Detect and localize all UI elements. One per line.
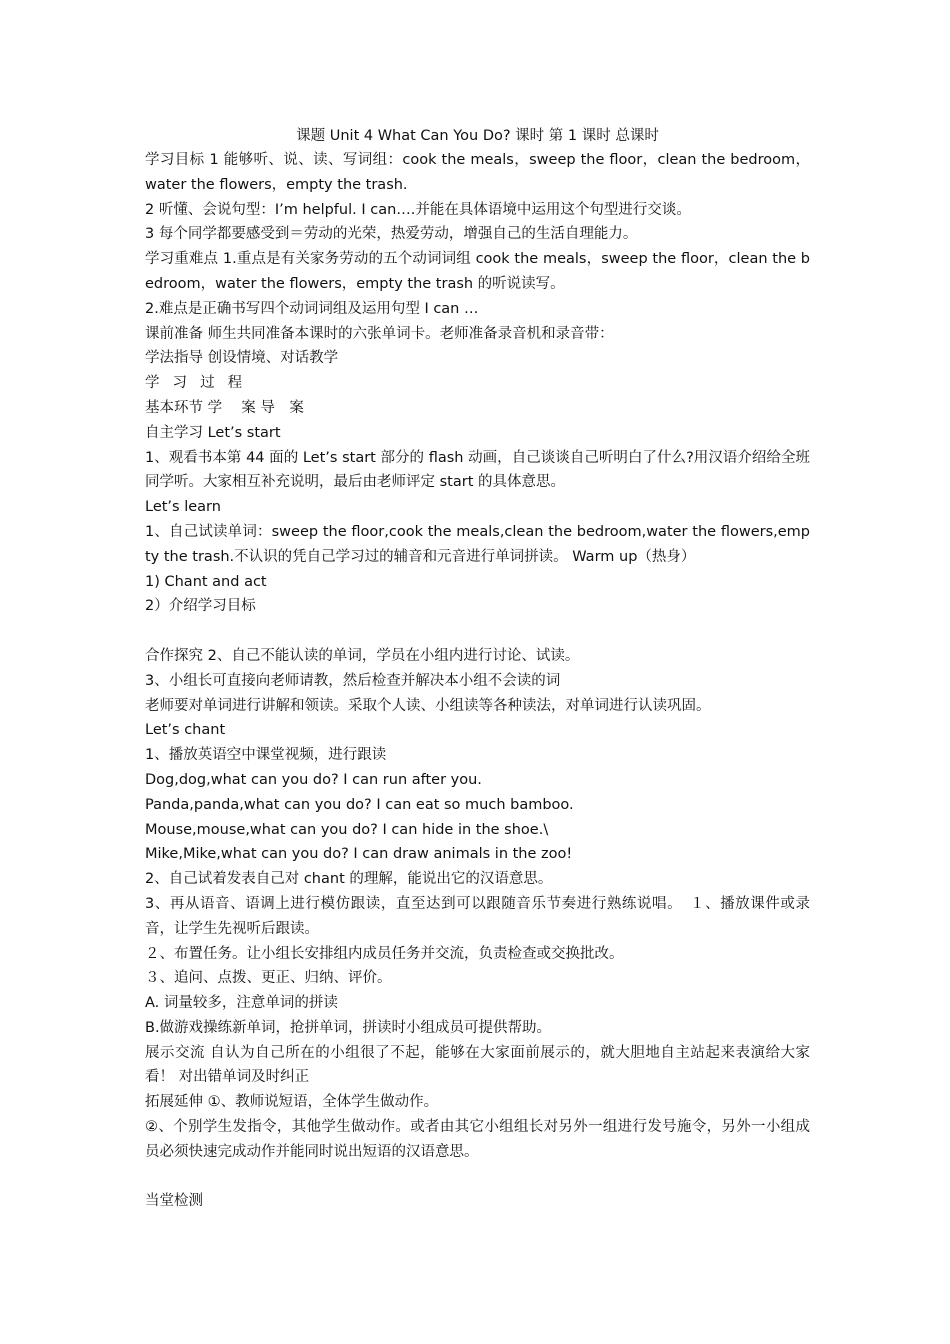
blank-line (145, 619, 810, 644)
text-line: Dog,dog,what can you do? I can run after you. (145, 771, 482, 788)
text-line: B.做游戏操练新单词，抢拼单词，拼读时小组成员可提供帮助。 (145, 1019, 552, 1036)
paragraph: 1、自己试读单词：sweep the floor,cook the meals,clean the bedroom,water the flowers,empty the trash.不认识的凭自己学习过的辅音和元音进行单词拼读。 Warm up（热身） (145, 523, 810, 565)
text-line: 3、小组长可直接向老师请教，然后检查并解决本小组不会读的词 (145, 672, 561, 689)
paragraph: 3、再从语音、语调上进行模仿跟读，直至达到可以跟随音乐节奏进行熟练说唱。 １、播放课件或录音，让学生先视听后跟读。 (145, 895, 810, 937)
text-line: 老师要对单词进行讲解和领读。采取个人读、小组读等各种读法，对单词进行认读巩固。 (145, 697, 711, 714)
text-line: 2 听懂、会说句型：I’m helpful. I can….并能在具体语境中运用这个句型进行交谈。 (145, 201, 691, 218)
text-line: 1、播放英语空中课堂视频，进行跟读 (145, 747, 387, 764)
text-line: Let’s learn (145, 499, 221, 516)
lesson-title: 课题 Unit 4 What Can You Do? 课时 第 1 课时 总课时 (296, 128, 659, 144)
text-line: 2、自己试着发表自己对 chant 的理解，能说出它的汉语意思。 (145, 871, 553, 888)
text-line: 2）介绍学习目标 (145, 598, 256, 615)
document-body (145, 124, 810, 1214)
text-line: Mouse,mouse,what can you do? I can hide in the shoe.\ (145, 821, 549, 838)
text-line: 拓展延伸 ①、教师说短语，全体学生做动作。 (145, 1094, 439, 1111)
text-line: Let’s chant (145, 722, 226, 739)
document-content (145, 148, 810, 1214)
text-line: Panda,panda,what can you do? I can eat so much bamboo. (145, 796, 574, 813)
text-line: 3 每个同学都要感受到＝劳动的光荣，热爱劳动，增强自己的生活自理能力。 (145, 226, 638, 243)
paragraph: 学习重难点 1.重点是有关家务劳动的五个动词词组 cook the meals，sweep the floor，clean the bedroom，water the flowers，empty the trash 的听说读写。 (145, 251, 810, 292)
paragraph: 展示交流 自认为自己所在的小组很了不起，能够在大家面前展示的，就大胆地自主站起来表演给大家看！ 对出错单词及时纠正 (145, 1044, 810, 1086)
text-line: Mike,Mike,what can you do? I can draw animals in the zoo! (145, 846, 573, 863)
text-line: 合作探究 2、自己不能认读的单词，学员在小组内进行讨论、试读。 (145, 647, 580, 664)
text-line: ３、追问、点拨、更正、归纳、评价。 (145, 970, 392, 987)
text-line: ２、布置任务。让小组长安排组内成员任务并交流，负责检查或交换批改。 (145, 945, 624, 962)
text-line: 学法指导 创设情境、对话教学 (145, 350, 339, 367)
paragraph: 1、观看书本第 44 面的 Let’s start 部分的 flash 动画，自己谈谈自己听明白了什么?用汉语介绍给全班同学听。大家相互补充说明，最后由老师评定 start 的具体意思。 (145, 449, 810, 491)
text-line: 当堂检测 (145, 1193, 203, 1210)
text-line: 1) Chant and act (145, 573, 267, 590)
text-line: A. 词量较多，注意单词的拼读 (145, 995, 338, 1012)
text-line: 自主学习 Let’s start (145, 424, 281, 441)
paragraph: ②、个别学生发指令，其他学生做动作。或者由其它小组组长对另外一组进行发号施令，另外一小组成员必须快速完成动作并能同时说出短语的汉语意思。 (145, 1119, 810, 1160)
section-heading: 学习过程 (145, 375, 256, 392)
text-line: 课前准备 师生共同准备本课时的六张单词卡。老师准备录音机和录音带： (145, 325, 614, 342)
text-line: 基本环节 学 案 导 案 (145, 399, 304, 416)
text-line: 2.难点是正确书写四个动词词组及运用句型 I can … (145, 300, 479, 317)
paragraph: 学习目标 1 能够听、说、读、写词组：cook the meals，sweep the floor，clean the bedroom，water the flowers，empty the trash. (145, 152, 810, 193)
blank-line (145, 1165, 810, 1190)
